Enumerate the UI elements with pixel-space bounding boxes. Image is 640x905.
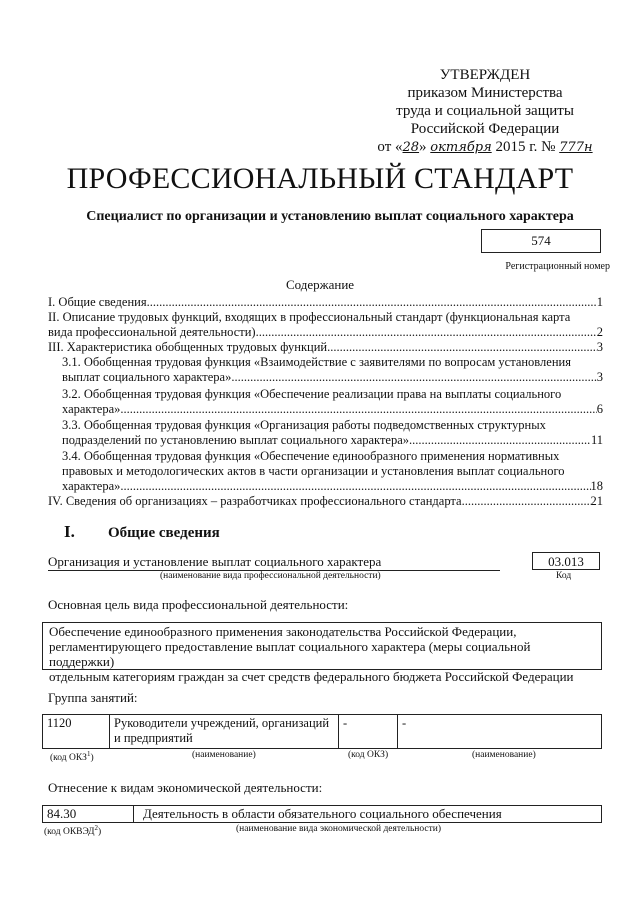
- occupation-group-table: [42, 714, 602, 749]
- toc-entry[interactable]: характера» ..... 18: [62, 479, 603, 494]
- page-title: ПРОФЕССИОНАЛЬНЫЙ СТАНДАРТ: [66, 162, 574, 195]
- okz-code-caption: (код ОКЗ): [348, 750, 389, 760]
- activity-name: Организация и установление выплат социального характера: [48, 554, 500, 571]
- toc-entry-line: II. Описание трудовых функций, входящих в профессиональный стандарт (функциональная карта: [48, 310, 571, 324]
- toc-entry-line: 3.3. Обобщенная трудовая функция «Организация работы подведомственных структурных: [62, 418, 546, 432]
- table-row: [43, 715, 602, 749]
- okz-name-cell: -: [398, 715, 602, 749]
- okved-row: [42, 805, 602, 823]
- okved-code-caption: (код ОКВЭД$^2$): [44, 824, 102, 838]
- activity-code-box: 03.013: [532, 552, 600, 570]
- toc-entry[interactable]: IV. Сведения об организациях – разработчиках профессионального стандарта ..... 21: [48, 494, 603, 509]
- registration-label: Регистрационный номер: [505, 261, 610, 272]
- toc-entry[interactable]: выплат социального характера» ..... 3: [62, 370, 603, 385]
- approval-date: от «28» октября 2015 г. № 777н: [377, 139, 593, 155]
- section-title: Общие сведения: [108, 525, 220, 541]
- toc-entry[interactable]: I. Общие сведения ..... 1: [48, 295, 603, 310]
- goal-box: [42, 622, 602, 684]
- goal-line: Обеспечение единообразного применения законодательства Российской Федерации,: [49, 624, 517, 639]
- okz-code-cell: -: [339, 715, 398, 749]
- approval-line: приказом Министерства: [407, 85, 563, 101]
- okved-name: Деятельность в области обязательного социального обеспечения: [143, 806, 502, 821]
- handwritten-month: октября: [430, 140, 492, 155]
- toc-entry[interactable]: вида профессиональной деятельности) ..... 2: [48, 325, 603, 340]
- handwritten-day: 28: [402, 140, 420, 155]
- section-heading: [64, 522, 220, 542]
- registration-number-box: 574: [481, 229, 601, 253]
- toc-entry[interactable]: подразделений по установлению выплат социального характера» ..... 11: [62, 433, 603, 448]
- okved-divider: [133, 806, 134, 822]
- handwritten-number: 777н: [559, 140, 593, 155]
- goal-line: регламентирующего предоставление выплат социального характера (меры социальной поддержки): [49, 639, 531, 669]
- toc-entry-line: 3.2. Обобщенная трудовая функция «Обеспечение реализации права на выплаты социального: [62, 387, 562, 401]
- code-caption: Код: [556, 571, 572, 581]
- okz-name-caption: (наименование): [472, 750, 536, 760]
- approval-block: [360, 66, 610, 157]
- toc-entry-line: правовых и методологических актов в части организации и установления выплат социального: [62, 464, 565, 478]
- okz-code-caption: (код ОКЗ$^1$): [50, 750, 94, 764]
- goal-line: отдельным категориям граждан за счет средств федерального бюджета Российской Федерации: [49, 669, 574, 684]
- toc-entry[interactable]: III. Характеристика обобщенных трудовых функций ..... 3: [48, 340, 603, 355]
- contents-heading: Содержание: [285, 277, 355, 292]
- toc-entry[interactable]: характера» ..... 6: [62, 402, 603, 417]
- okz-name-cell: Руководители учреждений, организаций и предприятий: [110, 715, 339, 749]
- goal-label: Основная цель вида профессиональной деятельности:: [48, 597, 349, 612]
- toc-entry-line: 3.1. Обобщенная трудовая функция «Взаимодействие с заявителями по вопросам установления: [62, 355, 571, 369]
- activity-caption: (наименование вида профессиональной деятельности): [160, 571, 381, 581]
- section-number: I.: [64, 522, 75, 541]
- okz-name-caption: (наименование): [192, 750, 256, 760]
- group-label: Группа занятий:: [48, 690, 138, 705]
- approval-line: труда и социальной защиты: [396, 103, 574, 119]
- okz-code-cell: 1120: [43, 715, 110, 749]
- okved-name-caption: (наименование вида экономической деятельности): [236, 824, 441, 834]
- page-subtitle: Специалист по организации и установлению выплат социального характера: [86, 209, 574, 224]
- approval-line: Российской Федерации: [410, 121, 560, 137]
- econ-label: Отнесение к видам экономической деятельности:: [48, 780, 323, 795]
- approval-line: УТВЕРЖДЕН: [439, 67, 531, 83]
- okved-code: 84.30: [47, 806, 77, 821]
- toc-entry-line: 3.4. Обобщенная трудовая функция «Обеспечение единообразного применения нормативных: [62, 449, 560, 463]
